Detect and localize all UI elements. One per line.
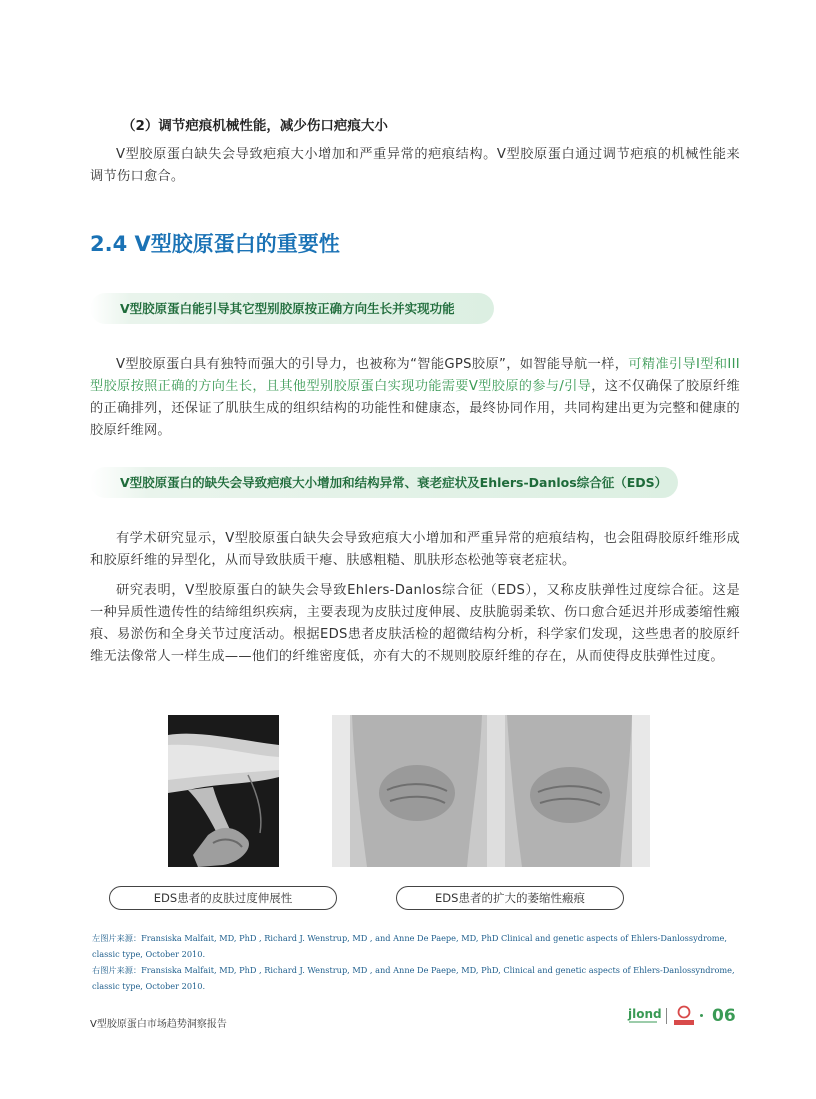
subheading: （2）调节疤痕机械性能，减少伤口疤痕大小 (122, 118, 388, 134)
section-title: 2.4 V型胶原蛋白的重要性 (90, 232, 340, 256)
footer-report-title: V型胶原蛋白市场趋势洞察报告 (90, 1019, 227, 1030)
paragraph-gps-text-2: ，这不仅确保了胶原纤维的正确排列，还保证了肌肤生成的组织结构的功能性和健康态，最终协同作用，共同构建出更为完整和健康的胶原纤维网。 (90, 379, 740, 438)
paragraph-gps-collagen (90, 354, 740, 442)
caption-knee-scars: EDS患者的扩大的萎缩性瘢痕 (396, 886, 624, 910)
svg-text:jlond: jlond (628, 1007, 661, 1021)
jland-logo-icon (627, 1006, 661, 1026)
paragraph-gps-text-1: V型胶原蛋白具有独特而强大的引导力，也被称为“智能GPS胶原”，如智能导航一样， (116, 357, 629, 372)
source-right-image: 右图片来源：Fransiska Malfait, MD, PhD , Richard J. Wenstrup, MD , and Anne De Paepe, MD, PhD, Clinical and genetic aspects of Ehlers-Danlossyndrome, classic type, October 2010. (92, 965, 735, 991)
paragraph-scar: V型胶原蛋白缺失会导致疤痕大小增加和严重异常的疤痕结构。V型胶原蛋白通过调节疤痕的机械性能来调节伤口愈合。 (90, 147, 740, 184)
footer-divider (666, 1008, 667, 1024)
page-number: 06 (712, 1006, 736, 1026)
source-left-image: 左图片来源：Fransiska Malfait, MD, PhD , Richard J. Wenstrup, MD , and Anne De Paepe, MD, PhD Clinical and genetic aspects of Ehlers-Danlossydrome, classic type, October 2010. (92, 933, 728, 959)
caption-skin-stretch: EDS患者的皮肤过度伸展性 (109, 886, 337, 910)
paragraph-eds: 研究表明，V型胶原蛋白的缺失会导致Ehlers-Danlos综合征（EDS），又称皮肤弹性过度综合征。这是一种异质性遗传性的结缔组织疾病，主要表现为皮肤过度伸展、皮肤脆弱柔软、伤口愈合延迟并形成萎缩性瘢痕、易淤伤和全身关节过度活动。根据EDS患者皮肤活检的超微结构分析，科学家们发现，这些患者的胶原纤维无法像常人一样生成——他们的纤维密度低，亦有大的不规则胶原纤维的存在，从而使得皮肤弹性过度。 (90, 583, 740, 664)
footer-dot (700, 1014, 703, 1017)
photo-skin-stretch (168, 715, 279, 867)
partner-logo-icon (672, 1005, 696, 1027)
highlight-pill-eds: V型胶原蛋白的缺失会导致疤痕大小增加和结构异常、衰老症状及Ehlers-Danlos综合征（EDS） (90, 467, 678, 498)
photo-knee-scars (332, 715, 650, 867)
paragraph-research: 有学术研究显示，V型胶原蛋白缺失会导致疤痕大小增加和严重异常的疤痕结构，也会阻碍胶原纤维形成和胶原纤维的异型化，从而导致肤质干瘪、肤感粗糙、肌肤形态松弛等衰老症状。 (90, 531, 740, 568)
highlight-pill-guidance: V型胶原蛋白能引导其它型别胶原按正确方向生长并实现功能 (90, 293, 494, 324)
paragraph-gps-highlight: 可精准引导I型和III型胶原按照正确的方向生长，且其他型别胶原蛋白实现功能需要V型胶原的参与/引导 (90, 357, 740, 394)
